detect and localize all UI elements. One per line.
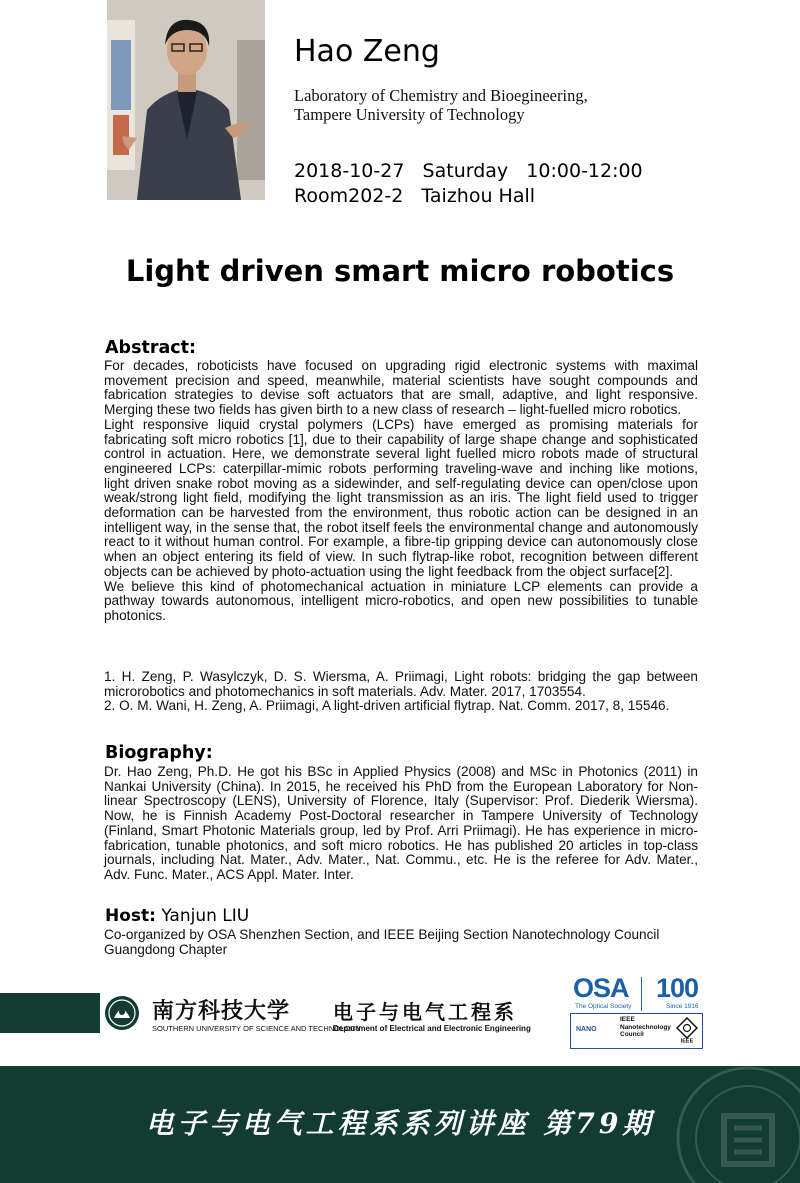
sustech-name-cn: 南方科技大学 bbox=[152, 998, 291, 1024]
biography-body bbox=[104, 765, 698, 883]
osa-logo-text: OSA bbox=[573, 973, 629, 1003]
sustech-seal-icon bbox=[100, 993, 144, 1033]
affiliation-line-1: Laboratory of Chemistry and Bioegineering, bbox=[294, 86, 588, 105]
event-info bbox=[294, 159, 643, 209]
ieee-council-label: IEEE Nanotechnology Council bbox=[620, 1016, 671, 1038]
host-name: Yanjun LIU bbox=[161, 906, 250, 926]
osa-subtitle: The Optical Society bbox=[575, 1003, 632, 1010]
abstract-paragraph-2: Light responsive liquid crystal polymers (LCPs) have emerged as promising materials for fabricating soft micro robotics [1], due to their capability of large shape change and sophisticated control in actuation. Here, we demonstrate several light fuelled micro robots made of structural engineered LCPs: caterpillar-mimic robots performing traveling-wave and inching like motions, light driven snake robot moving as a sidewinder, and self-regulating device can open/close upon weak/strong light field, modifying the light transmission as an iris. The light field used to trigger deformation can be harvested from the environment, thus robotic action can be designed in an intelligent way, in the sense that, the robot itself feels the environmental change and autonomously react to it without human control. For example, a fibre-tip gripping device can autonomously close when an object entering its field of view. In such flytrap-like robot, recognition between different objects can be achieved by photo-actuation using the light feedback from the object surface[2]. bbox=[104, 416, 698, 579]
abstract-paragraph-1: For decades, roboticists have focused on upgrading rigid electronic systems with maximal movement precision and speed, meanwhile, material scientists have sought compounds and fabrication strategies to devise soft actuators that are small, adaptive, and light responsive. Merging these two fields has given birth to a new class of research – light-fuelled micro robotics. bbox=[104, 358, 698, 418]
department-name-en: Department of Electrical and Electronic Engineering bbox=[333, 1024, 531, 1033]
speaker-photo-illustration bbox=[107, 0, 265, 200]
department-name-cn: 电子与电气工程系 bbox=[333, 1000, 517, 1024]
footer-banner bbox=[0, 1066, 800, 1183]
biography-text: Dr. Hao Zeng, Ph.D. He got his BSc in Applied Physics (2008) and MSc in Photonics (2011) in Nankai University (China). In 2015, he received his PhD from the European Laboratory for Non-linear Spectroscopy (LENS), University of Florence, Italy (Supervisor: Prof. Diederik Wiersma). Now, he is Finnish Academy Post-Doctoral researcher in Tampere University of Technology (Finland, Smart Photonic Materials group, led by Prof. Arri Priimagi). He has experience in micro-fabrication, tunable photonics, and soft micro robotics. He has published 20 articles in top-class journals, including Nat. Mater., Adv. Mater., Nat. Commu., etc. He is the referee for Adv. Mater., Adv. Func. Mater., ACS Appl. Mater. Inter. bbox=[104, 764, 698, 882]
reference-list bbox=[104, 670, 698, 714]
speaker-name: Hao Zeng bbox=[294, 34, 440, 69]
ieee-brand-text: IEEE bbox=[680, 1038, 694, 1043]
coorganizer-text: Co-organized by OSA Shenzhen Section, and IEEE Beijing Section Nanotechnology Council Guangdong Chapter bbox=[104, 927, 660, 957]
logo-band-accent bbox=[0, 993, 100, 1033]
talk-title: Light driven smart micro robotics bbox=[125, 254, 675, 288]
osa-divider bbox=[641, 977, 642, 1011]
abstract-body bbox=[104, 359, 698, 624]
abstract-paragraph-3: We believe this kind of photomechanical actuation in miniature LCP elements can provide a pathway towards autonomous, intelligent micro-robotics, and open new possibilities to tunable photonics. bbox=[104, 578, 698, 623]
osa-centennial-number: 100 bbox=[656, 973, 699, 1003]
host-label: Host: bbox=[105, 906, 156, 926]
ieee-emblem-icon bbox=[676, 1017, 698, 1043]
sustech-name-en: SOUTHERN UNIVERSITY OF SCIENCE AND TECHNOLOGY bbox=[152, 1024, 361, 1033]
lecture-series-title: 电子与电气工程系系列讲座 第79期 bbox=[145, 1107, 655, 1140]
ieee-nano-text: NANO bbox=[576, 1026, 597, 1033]
speaker-photo bbox=[107, 0, 265, 200]
osa-since-text: Since 1916 bbox=[666, 1003, 699, 1010]
event-location: Room202-2 Taizhou Hall bbox=[294, 185, 536, 207]
biography-heading: Biography: bbox=[105, 743, 213, 763]
affiliation-line-2: Tampere University of Technology bbox=[294, 105, 525, 124]
reference-item-1: 1. H. Zeng, P. Wasylczyk, D. S. Wiersma, A. Priimagi, Light robots: bridging the gap between microrobotics and photomechanics in soft materials. Adv. Mater. 2017, 1703554. bbox=[104, 669, 698, 699]
event-date-time: 2018-10-27 Saturday 10:00-12:00 bbox=[294, 160, 643, 182]
reference-item-2: 2. O. M. Wani, H. Zeng, A. Priimagi, A light-driven artificial flytrap. Nat. Comm. 2017, 8, 15546. bbox=[104, 698, 670, 714]
abstract-heading: Abstract: bbox=[105, 338, 197, 358]
host-line bbox=[105, 906, 249, 926]
speaker-affiliation bbox=[294, 86, 588, 124]
